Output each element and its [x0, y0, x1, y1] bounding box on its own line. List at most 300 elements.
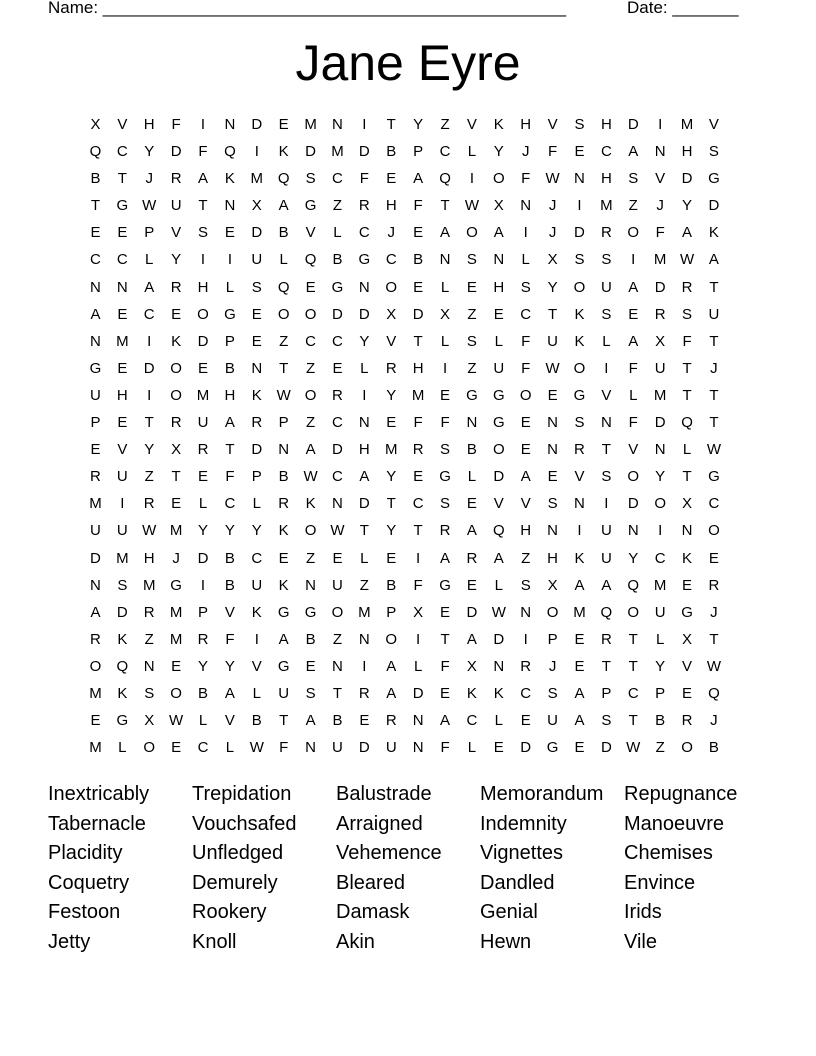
grid-letter: A [466, 630, 477, 648]
grid-letter: X [655, 332, 666, 350]
grid-letter: N [358, 630, 370, 648]
grid-letter: N [654, 441, 666, 459]
grid-letter: I [362, 657, 367, 675]
grid-letter: P [386, 603, 397, 621]
grid-letter: L [494, 576, 503, 594]
grid-letter: S [466, 332, 477, 350]
grid-letter: E [90, 712, 101, 730]
word-list-item: Coquetry [48, 871, 130, 894]
date-field-label[interactable]: Date: _______ [627, 0, 739, 17]
grid-letter: H [197, 278, 209, 296]
grid-letter: I [631, 251, 636, 269]
word-list-item: Damask [336, 901, 410, 924]
grid-letter: C [627, 684, 639, 702]
grid-letter: E [574, 630, 585, 648]
grid-letter: K [493, 116, 504, 133]
grid-letter: C [439, 143, 451, 161]
grid-letter: D [412, 684, 424, 702]
grid-letter: M [573, 603, 586, 621]
grid-letter: A [628, 143, 639, 161]
grid-letter: Z [628, 197, 638, 215]
grid-letter: E [708, 549, 719, 567]
grid-letter: O [170, 684, 182, 702]
grid-letter: L [467, 739, 477, 757]
grid-letter: R [600, 630, 612, 648]
grid-letter: N [439, 251, 451, 269]
grid-letter: C [332, 468, 343, 486]
grid-letter: Q [439, 170, 451, 188]
grid-letter: G [170, 576, 182, 594]
grid-letter: A [305, 441, 316, 459]
grid-letter: V [493, 495, 504, 513]
grid-letter: H [493, 278, 505, 296]
grid-letter: X [90, 116, 101, 133]
word-list-item: Chemises [624, 842, 713, 865]
grid-letter: T [279, 359, 289, 377]
grid-letter: K [117, 630, 128, 648]
grid-letter: T [386, 495, 396, 513]
grid-letter: C [600, 143, 612, 161]
grid-letter: R [681, 712, 693, 730]
grid-letter: R [654, 305, 666, 323]
grid-letter: Z [332, 197, 343, 215]
grid-letter: G [708, 468, 720, 486]
word-list-item: Akin [336, 930, 375, 953]
grid-letter: N [305, 576, 316, 594]
grid-letter: O [89, 657, 102, 675]
grid-letter: O [708, 522, 720, 540]
grid-letter: W [706, 441, 722, 459]
grid-letter: D [332, 305, 343, 323]
grid-letter: D [574, 224, 585, 242]
grid-letter: X [144, 712, 155, 730]
grid-letter: E [90, 441, 101, 459]
grid-letter: V [224, 603, 235, 621]
grid-letter: R [358, 197, 370, 215]
grid-letter: O [627, 224, 640, 242]
grid-letter: R [439, 522, 451, 540]
grid-letter: N [654, 143, 666, 161]
grid-letter: H [143, 549, 155, 567]
grid-letter: T [144, 414, 154, 432]
grid-letter: R [197, 630, 209, 648]
grid-letter: D [412, 305, 424, 323]
grid-letter: A [466, 522, 477, 540]
grid-letter: G [304, 603, 317, 621]
grid-letter: P [224, 332, 235, 350]
grid-letter: S [547, 684, 558, 702]
grid-letter: H [600, 170, 612, 188]
grid-letter: V [655, 170, 666, 188]
grid-letter: A [493, 549, 504, 567]
grid-letter: P [90, 414, 101, 432]
grid-letter: C [197, 739, 209, 757]
grid-letter: R [466, 549, 478, 567]
grid-letter: F [628, 414, 638, 432]
grid-letter: L [252, 495, 261, 513]
grid-letter: I [523, 630, 528, 648]
word-list-item: Irids [624, 901, 662, 924]
grid-letter: A [90, 305, 101, 323]
grid-letter: N [600, 414, 612, 432]
grid-letter: V [628, 441, 639, 459]
grid-letter: F [359, 170, 369, 188]
grid-letter: Z [332, 630, 343, 648]
grid-letter: N [358, 414, 370, 432]
grid-letter: E [547, 386, 558, 404]
grid-letter: O [385, 630, 398, 648]
grid-letter: O [627, 603, 640, 621]
grid-letter: E [466, 495, 477, 513]
word-list-item: Repugnance [624, 783, 738, 805]
grid-letter: N [305, 739, 316, 757]
grid-letter: U [116, 522, 128, 540]
grid-letter: H [143, 116, 155, 133]
grid-letter: N [224, 116, 236, 133]
grid-letter: V [251, 657, 262, 675]
grid-letter: A [386, 657, 397, 675]
grid-letter: A [359, 468, 370, 486]
grid-letter: N [547, 441, 558, 459]
grid-letter: N [574, 170, 585, 188]
grid-letter: B [305, 630, 316, 648]
grid-letter: W [142, 522, 157, 540]
grid-letter: R [600, 224, 612, 242]
grid-letter: C [143, 305, 155, 323]
grid-letter: Y [628, 549, 639, 567]
grid-letter: P [601, 684, 612, 702]
grid-letter: K [251, 603, 262, 621]
grid-letter: Q [304, 251, 317, 269]
grid-letter: P [198, 603, 209, 621]
grid-letter: L [360, 549, 369, 567]
grid-letter: W [545, 170, 560, 188]
grid-letter: M [411, 386, 425, 404]
grid-letter: S [117, 576, 128, 594]
grid-letter: H [224, 386, 236, 404]
word-list-item: Jetty [48, 930, 91, 953]
grid-letter: L [360, 359, 369, 377]
grid-letter: F [440, 414, 450, 432]
grid-letter: S [574, 251, 585, 269]
grid-letter: O [546, 603, 559, 621]
grid-letter: H [116, 386, 128, 404]
grid-letter: M [89, 739, 102, 757]
grid-letter: E [278, 549, 289, 567]
grid-letter: E [305, 657, 316, 675]
name-field-label[interactable]: Name: _________________________________________________ [48, 0, 567, 17]
grid-letter: S [547, 495, 558, 513]
grid-letter: L [494, 712, 503, 730]
grid-letter: N [224, 197, 236, 215]
grid-letter: D [251, 224, 263, 242]
grid-letter: U [332, 739, 343, 757]
grid-letter: T [332, 684, 343, 702]
grid-letter: L [440, 278, 450, 296]
grid-letter: E [117, 224, 128, 242]
grid-letter: U [654, 603, 666, 621]
grid-letter: V [305, 224, 316, 242]
grid-letter: T [117, 170, 127, 188]
grid-letter: O [573, 359, 586, 377]
grid-letter: A [144, 278, 155, 296]
grid-letter: N [278, 441, 290, 459]
grid-letter: G [573, 386, 586, 404]
grid-letter: L [118, 739, 127, 757]
grid-letter: W [249, 739, 264, 757]
grid-letter: K [305, 495, 316, 513]
grid-letter: K [278, 576, 289, 594]
grid-letter: L [225, 278, 235, 296]
grid-letter: C [466, 712, 478, 730]
grid-letter: Y [386, 522, 397, 540]
grid-letter: Z [467, 359, 477, 377]
grid-letter: J [387, 224, 395, 242]
grid-letter: Z [467, 305, 477, 323]
grid-letter: M [653, 251, 667, 269]
grid-letter: O [492, 170, 505, 188]
grid-letter: Y [386, 468, 397, 486]
grid-letter: G [224, 305, 236, 323]
grid-letter: R [358, 684, 370, 702]
grid-letter: G [331, 278, 344, 296]
grid-letter: J [710, 359, 718, 377]
grid-letter: E [682, 576, 693, 594]
grid-letter: E [386, 414, 397, 432]
grid-letter: L [602, 332, 611, 350]
grid-letter: F [440, 739, 450, 757]
grid-letter: N [493, 657, 505, 675]
grid-letter: T [171, 468, 181, 486]
grid-letter: A [440, 712, 451, 730]
grid-letter: O [304, 305, 317, 323]
grid-letter: Q [116, 657, 129, 675]
grid-letter: I [200, 251, 206, 269]
grid-letter: M [653, 386, 667, 404]
grid-letter: G [439, 468, 451, 486]
grid-letter: M [142, 576, 156, 594]
grid-letter: S [305, 170, 316, 188]
grid-letter: N [412, 739, 424, 757]
grid-letter: J [710, 712, 718, 730]
grid-letter: I [577, 522, 582, 540]
grid-letter: N [332, 657, 343, 675]
grid-letter: K [493, 684, 504, 702]
grid-letter: C [358, 224, 370, 242]
grid-letter: A [574, 576, 585, 594]
grid-letter: U [600, 278, 612, 296]
grid-letter: L [252, 684, 261, 702]
grid-letter: P [655, 684, 666, 702]
word-list-item: Bleared [336, 871, 405, 894]
grid-letter: C [520, 305, 532, 323]
grid-letter: K [278, 143, 289, 161]
grid-letter: L [682, 441, 692, 459]
grid-letter: R [412, 441, 424, 459]
grid-letter: I [658, 522, 663, 540]
grid-letter: U [600, 522, 612, 540]
grid-letter: S [440, 441, 451, 459]
grid-letter: D [627, 116, 639, 133]
grid-letter: G [681, 603, 693, 621]
grid-letter: E [251, 332, 262, 350]
grid-letter: S [198, 224, 209, 242]
grid-letter: B [90, 170, 101, 188]
grid-letter: U [385, 739, 397, 757]
grid-letter: B [332, 712, 343, 730]
page-title: Jane Eyre [295, 35, 521, 91]
grid-letter: Q [277, 170, 290, 188]
grid-letter: P [278, 414, 289, 432]
grid-letter: O [681, 739, 693, 757]
grid-letter: O [304, 522, 317, 540]
grid-letter: A [305, 712, 316, 730]
grid-letter: E [251, 305, 262, 323]
grid-letter: X [682, 630, 693, 648]
grid-letter: Y [493, 143, 504, 161]
grid-letter: M [304, 116, 317, 133]
grid-letter: W [679, 251, 695, 269]
grid-letter: D [197, 332, 209, 350]
grid-letter: K [251, 386, 262, 404]
grid-letter: E [628, 305, 639, 323]
grid-letter: U [170, 197, 182, 215]
grid-letter: M [89, 684, 102, 702]
grid-letter: T [601, 441, 611, 459]
grid-letter: K [117, 684, 128, 702]
grid-letter: A [413, 170, 424, 188]
grid-letter: B [708, 739, 719, 757]
word-list-item: Indemnity [480, 812, 567, 835]
grid-letter: R [90, 630, 101, 648]
word-list-item: Placidity [48, 842, 123, 865]
grid-letter: W [142, 197, 157, 215]
grid-letter: J [548, 197, 557, 215]
grid-letter: G [492, 386, 505, 404]
grid-letter: V [117, 116, 128, 133]
grid-letter: O [573, 278, 586, 296]
grid-letter: B [224, 549, 235, 567]
grid-letter: D [143, 359, 155, 377]
word-list-item: Rookery [192, 901, 267, 924]
grid-letter: M [384, 441, 398, 459]
grid-letter: O [277, 305, 290, 323]
grid-letter: F [521, 332, 531, 350]
grid-letter: E [171, 657, 182, 675]
grid-letter: Z [279, 332, 289, 350]
grid-letter: C [708, 495, 720, 513]
grid-letter: M [169, 522, 183, 540]
grid-letter: B [413, 251, 424, 269]
grid-letter: S [144, 684, 155, 702]
grid-letter: L [467, 468, 477, 486]
grid-letter: S [574, 414, 585, 432]
grid-letter: I [147, 332, 152, 350]
grid-letter: E [332, 359, 343, 377]
grid-letter: K [574, 332, 585, 350]
grid-letter: C [116, 143, 128, 161]
grid-letter: C [116, 251, 128, 269]
word-list-item: Genial [480, 901, 538, 924]
grid-letter: A [440, 549, 451, 567]
grid-letter: T [709, 630, 719, 648]
grid-letter: A [278, 197, 289, 215]
grid-letter: I [254, 630, 259, 648]
grid-letter: Q [681, 414, 693, 432]
grid-letter: O [304, 386, 317, 404]
grid-letter: B [332, 251, 343, 269]
grid-letter: S [440, 495, 451, 513]
grid-letter: E [332, 549, 343, 567]
grid-letter: N [116, 278, 128, 296]
grid-letter: U [547, 332, 558, 350]
grid-letter: K [708, 224, 719, 242]
grid-letter: G [277, 657, 290, 675]
grid-letter: B [198, 684, 209, 702]
grid-letter: M [116, 332, 129, 350]
grid-letter: N [493, 251, 505, 269]
grid-letter: O [331, 603, 344, 621]
grid-letter: E [520, 441, 531, 459]
grid-letter: J [710, 603, 718, 621]
grid-letter: D [600, 739, 612, 757]
grid-letter: E [493, 305, 504, 323]
grid-letter: A [224, 414, 235, 432]
grid-letter: C [224, 495, 236, 513]
grid-letter: N [520, 197, 532, 215]
grid-letter: D [654, 278, 666, 296]
word-list-item: Vile [624, 930, 657, 953]
grid-letter: T [682, 468, 692, 486]
grid-letter: E [278, 116, 289, 133]
word-list-item: Vouchsafed [192, 812, 297, 835]
grid-letter: R [520, 657, 532, 675]
grid-letter: J [172, 549, 180, 567]
grid-letter: K [574, 305, 585, 323]
grid-letter: S [574, 116, 585, 133]
grid-letter: Q [224, 143, 236, 161]
grid-letter: W [491, 603, 506, 621]
grid-letter: C [251, 549, 263, 567]
grid-letter: H [358, 441, 370, 459]
grid-letter: D [251, 441, 263, 459]
grid-letter: T [709, 278, 719, 296]
grid-letter: W [303, 468, 318, 486]
grid-letter: Q [708, 684, 720, 702]
grid-letter: E [413, 278, 424, 296]
grid-letter: T [90, 197, 101, 215]
grid-letter: L [655, 630, 665, 648]
grid-letter: M [169, 630, 183, 648]
grid-letter: Q [492, 522, 505, 540]
grid-letter: G [466, 386, 478, 404]
grid-letter: S [305, 684, 316, 702]
grid-letter: N [90, 332, 101, 350]
grid-letter: S [708, 143, 719, 161]
grid-letter: C [332, 332, 343, 350]
grid-letter: A [574, 712, 585, 730]
grid-letter: X [493, 197, 504, 215]
grid-letter: E [466, 278, 477, 296]
grid-letter: I [604, 359, 609, 377]
grid-letter: V [708, 116, 719, 133]
grid-letter: X [466, 657, 477, 675]
grid-letter: T [413, 332, 423, 350]
grid-letter: V [574, 468, 585, 486]
grid-letter: U [197, 414, 209, 432]
grid-letter: J [548, 657, 557, 675]
grid-letter: T [628, 712, 638, 730]
